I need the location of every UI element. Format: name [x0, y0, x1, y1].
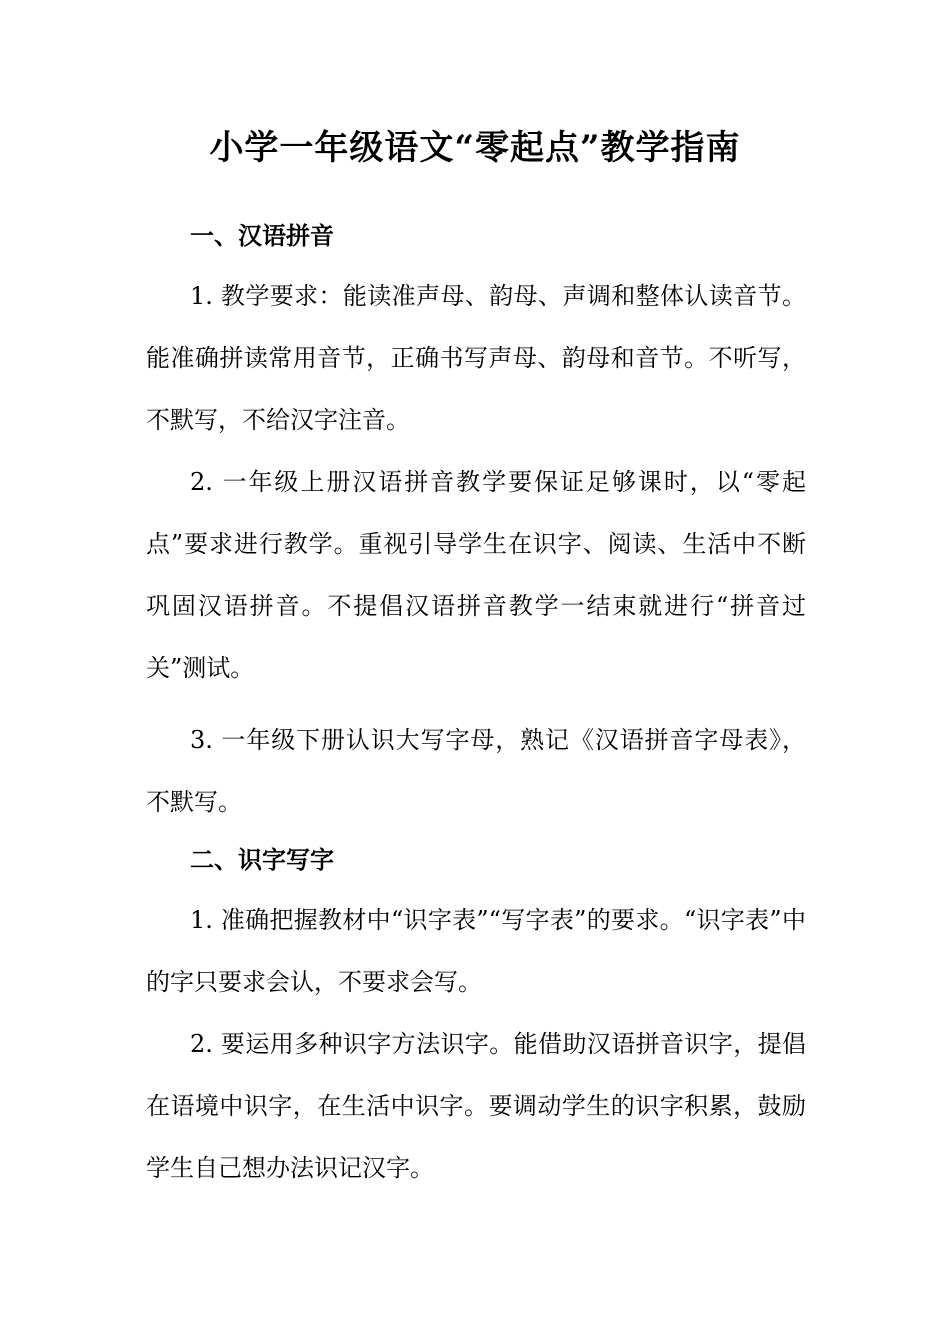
section-heading-pinyin: 一、汉语拼音	[190, 221, 334, 250]
document-title: 小学一年级语文“零起点”教学指南	[209, 128, 741, 168]
paragraph-pinyin-1: 1. 教学要求：能读准声母、韵母、声调和整体认读音节。能准确拼读常用音节，正确书写声母、韵母和音节。不听写，不默写，不给汉字注音。	[146, 282, 806, 434]
paragraph-pinyin-3: 3. 一年级下册认识大写字母，熟记《汉语拼音字母表》，不默写。	[146, 726, 806, 816]
paragraph-literacy-1: 1. 准确把握教材中“识字表”“写字表”的要求。“识字表”中的字只要求会认，不要求会写。	[146, 906, 806, 996]
section-heading-literacy: 二、识字写字	[190, 845, 334, 874]
paragraph-pinyin-2: 2. 一年级上册汉语拼音教学要保证足够课时，以“零起点”要求进行教学。重视引导学生在识字、阅读、生活中不断巩固汉语拼音。不提倡汉语拼音教学一结束就进行“拼音过关”测试。	[146, 468, 806, 682]
paragraph-literacy-2: 2. 要运用多种识字方法识字。能借助汉语拼音识字，提倡在语境中识字，在生活中识字。要调动学生的识字积累，鼓励学生自己想办法识记汉字。	[146, 1030, 806, 1182]
